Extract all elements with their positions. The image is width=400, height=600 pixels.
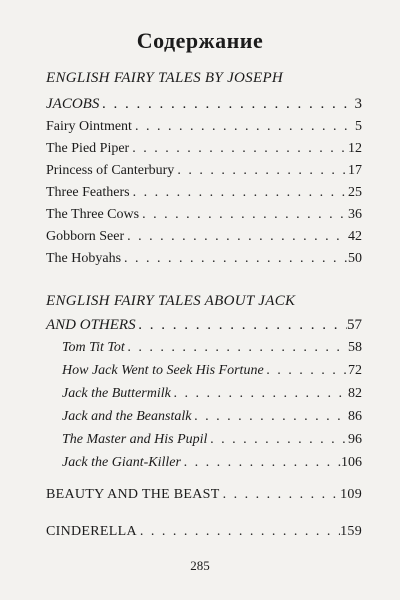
toc-page: 36 xyxy=(348,207,362,222)
toc-leader xyxy=(121,251,348,267)
toc-page: 86 xyxy=(348,409,362,424)
toc-row-jack xyxy=(46,317,362,334)
toc-row xyxy=(62,455,362,471)
section-heading-jack: ENGLISH FAIRY TALES ABOUT JACK xyxy=(46,293,296,309)
toc-row-cinderella xyxy=(46,524,362,540)
toc-row xyxy=(62,386,362,402)
section-heading-jacobs: ENGLISH FAIRY TALES BY JOSEPH xyxy=(46,70,284,86)
toc-leader xyxy=(207,432,348,448)
toc-leader xyxy=(139,207,348,223)
toc-label: CINDERELLA xyxy=(46,524,137,539)
toc-page: 25 xyxy=(348,185,362,200)
toc-row xyxy=(46,163,362,179)
toc-leader xyxy=(99,96,354,113)
toc-label: JACOBS xyxy=(46,96,100,112)
toc-row xyxy=(46,141,362,157)
toc-leader xyxy=(174,163,348,179)
toc-label: Three Feathers xyxy=(46,185,130,200)
toc-label: Jack the Giant-Killer xyxy=(62,455,181,470)
toc-row xyxy=(46,251,362,267)
toc-leader xyxy=(124,229,348,245)
toc-leader xyxy=(171,386,348,402)
toc-leader xyxy=(132,119,355,135)
page-number: 285 xyxy=(190,558,210,573)
toc-leader xyxy=(137,524,340,540)
toc-page: 5 xyxy=(355,119,362,134)
toc-row xyxy=(46,229,362,245)
page-title: Содержание xyxy=(136,28,264,53)
toc-page: 106 xyxy=(341,455,362,470)
toc-page: 12 xyxy=(348,141,362,156)
toc-leader xyxy=(181,455,341,471)
toc-label: Princess of Canterbury xyxy=(46,163,175,178)
toc-row xyxy=(62,363,362,379)
toc-row xyxy=(62,340,362,356)
toc-label: Jack and the Beanstalk xyxy=(62,409,192,424)
toc-label: Jack the Buttermilk xyxy=(62,386,171,401)
toc-page: 58 xyxy=(348,340,362,355)
toc-label: BEAUTY AND THE BEAST xyxy=(46,487,220,502)
toc-label: AND OTHERS xyxy=(46,317,136,333)
toc-page: 82 xyxy=(348,386,362,401)
toc-label: How Jack Went to Seek His Fortune xyxy=(62,363,264,378)
toc-page: 159 xyxy=(340,524,362,539)
toc-leader xyxy=(191,409,348,425)
toc-leader xyxy=(130,185,348,201)
toc-leader xyxy=(264,363,348,379)
toc-page: 57 xyxy=(347,317,362,333)
toc-leader xyxy=(125,340,348,356)
toc-leader xyxy=(220,487,340,503)
toc-row xyxy=(46,207,362,223)
toc-row xyxy=(62,409,362,425)
toc-row-jacobs xyxy=(46,96,362,113)
toc-label: Tom Tit Tot xyxy=(62,340,125,355)
toc-page: 96 xyxy=(348,432,362,447)
toc-page: 109 xyxy=(340,487,362,502)
toc-label: The Three Cows xyxy=(46,207,140,222)
toc-label: The Hobyahs xyxy=(46,251,122,266)
toc-page: 50 xyxy=(348,251,362,266)
toc-label: The Pied Piper xyxy=(46,141,130,156)
toc-page: 72 xyxy=(348,363,362,378)
toc-row xyxy=(46,119,362,135)
toc-page: 3 xyxy=(354,96,362,112)
toc-leader xyxy=(129,141,348,157)
toc-label: Gobborn Seer xyxy=(46,229,125,244)
toc-row-beauty-beast xyxy=(46,487,362,503)
toc-label: The Master and His Pupil xyxy=(62,432,208,447)
toc-leader xyxy=(136,317,347,334)
toc-row xyxy=(46,185,362,201)
toc-row xyxy=(62,432,362,448)
toc-label: Fairy Ointment xyxy=(46,119,132,134)
toc-page: 42 xyxy=(348,229,362,244)
toc-page: 17 xyxy=(348,163,362,178)
